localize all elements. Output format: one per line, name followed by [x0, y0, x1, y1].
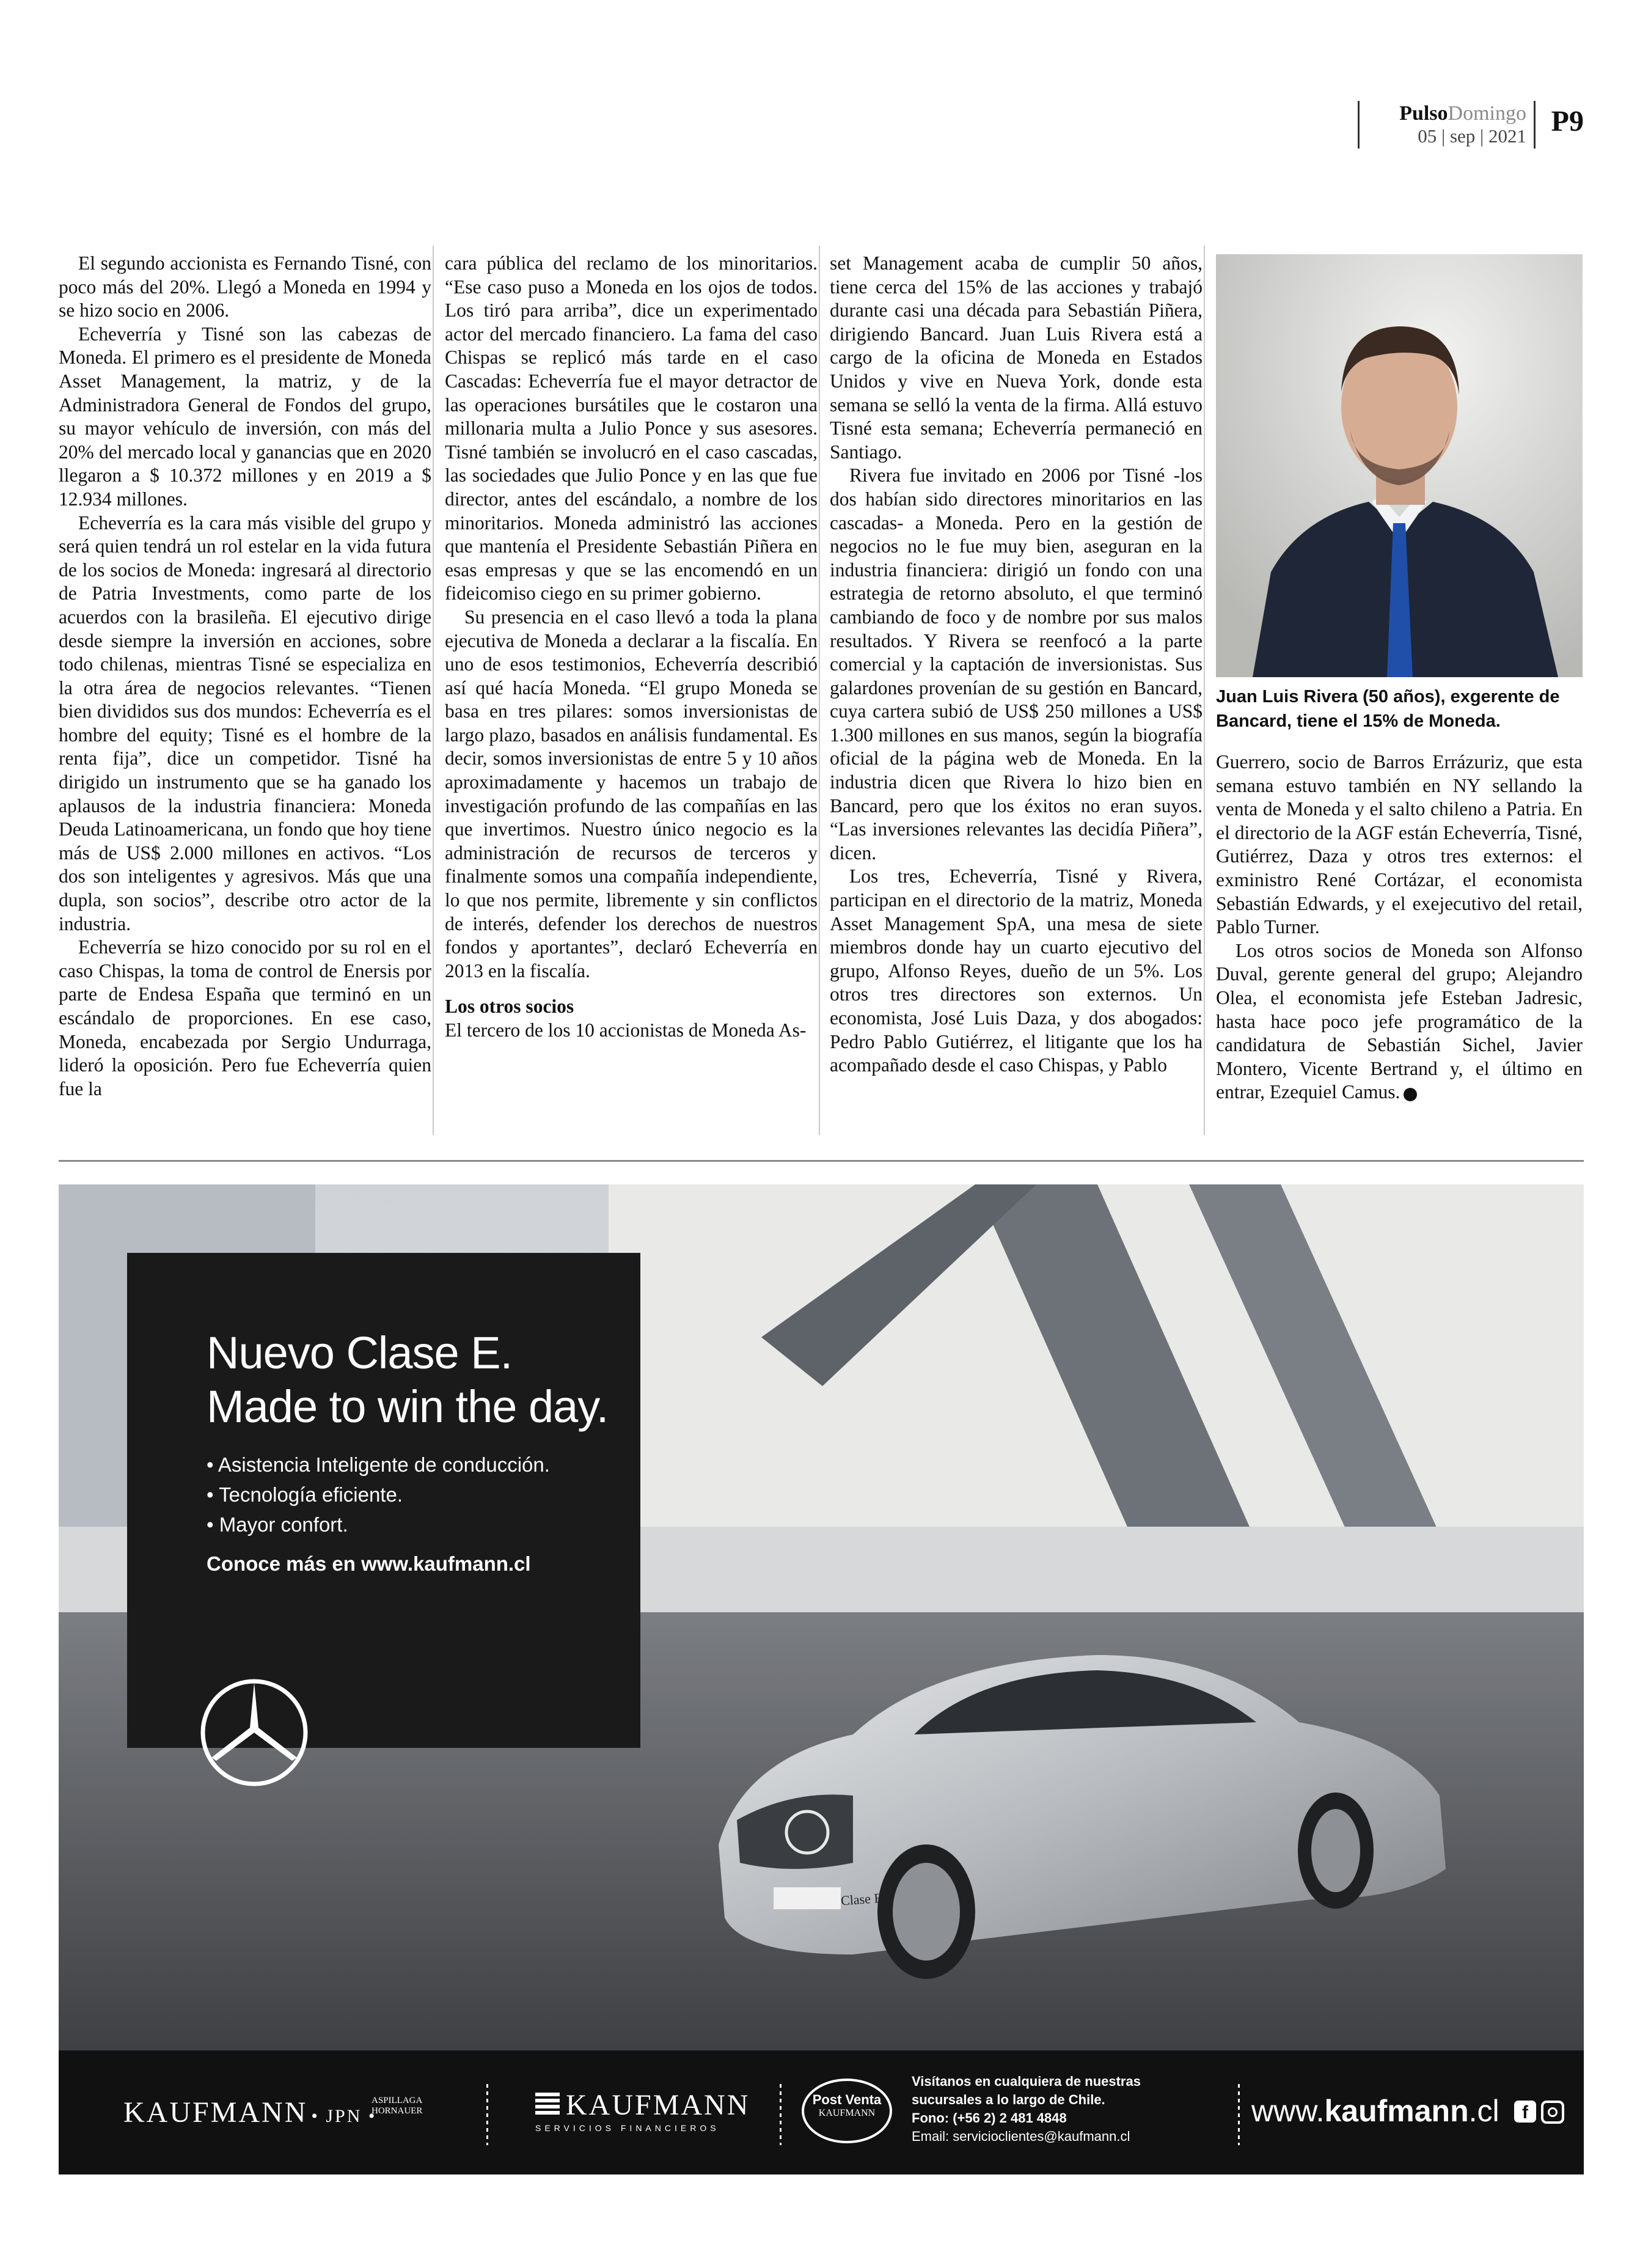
kaufmann-wordmark: KAUFMANN — [123, 2096, 308, 2129]
footer-divider — [1238, 2084, 1240, 2145]
contact-line: sucursales a lo largo de Chile. — [912, 2092, 1105, 2107]
kaufmann-financial-logo — [535, 2088, 750, 2133]
header-divider — [1358, 101, 1360, 149]
ad-cta-link[interactable]: Conoce más en www.kaufmann.cl — [207, 1552, 531, 1575]
article-column-3 — [830, 252, 1203, 1077]
hornauer-text: HORNAUER — [372, 2106, 423, 2116]
kaufmann-financial-wordmark: KAUFMANN — [566, 2089, 750, 2121]
footer-divider — [780, 2084, 782, 2145]
postventa-badge — [802, 2079, 892, 2143]
column-rule — [433, 246, 434, 1135]
website-link[interactable]: www.kaufmann.cl — [1251, 2094, 1499, 2128]
aspillaga-text: ASPILLAGA — [372, 2096, 423, 2105]
subheading: Los otros socios — [445, 996, 574, 1018]
section-brand — [1399, 102, 1526, 125]
article-column-1 — [59, 252, 431, 1101]
portrait-illustration — [1216, 254, 1583, 677]
article-column-4 — [1216, 750, 1583, 1104]
ad-feature-item: • Asistencia Inteligente de conducción. — [207, 1453, 550, 1476]
paragraph: set Management acaba de cumplir 50 años, tiene cerca del 15% de las acciones y trabajó durante casi una década para Sebastián Piñera, dirigiendo Bancard. Juan Luis Rivera está a cargo de la oficina de Moneda en Estados Unidos y vive en Nueva York, donde esta semana se selló la venta de la firma. Allá estuvo Tisné esta semana; Echeverría permaneció en Santiago. — [830, 252, 1203, 463]
paragraph: El tercero de los 10 accionistas de Moneda As- — [445, 1019, 807, 1041]
end-mark-icon: P — [1404, 1088, 1417, 1101]
brand-bold: Pulso — [1399, 102, 1448, 125]
brand-light: Domingo — [1448, 102, 1526, 125]
kaufmann-bars-icon — [535, 2093, 560, 2117]
ad-footer — [59, 2050, 1584, 2174]
jpn-mark: • JPN • — [311, 2106, 377, 2126]
ad-feature-item: • Tecnología eficiente. — [207, 1483, 403, 1506]
aspillaga-hornauer-logo — [372, 2096, 422, 2116]
facebook-icon[interactable]: f — [1514, 2101, 1536, 2123]
financial-services-text: SERVICIOS FINANCIEROS — [535, 2123, 720, 2133]
paragraph: Echeverría y Tisné son las cabezas de Moneda. El primero es el presidente de Moneda Asset Management, la matriz, y de la Administradora General de Fondos del grupo, su mayor vehículo de inversión, con más del 20% del mercado local y ganancias que en 2020 llegaron a $ 10.372 millones y en 2019 a $ 12.934 millones. — [59, 323, 431, 510]
advertisement — [59, 1184, 1584, 2050]
paragraph: Rivera fue invitado en 2006 por Tisné -los dos habían sido directores minoritarios en las cascadas- a Moneda. Pero en la gestión de negocios no le fue muy bien, aseguran en la industria financiera: dirigió un fondo con una estrategia de retorno absoluto, el que terminó cambiando de foco y de nombre por sus malos resultados. Y Rivera se reenfocó a la parte comercial y la captación de inversionistas. Sus galardones provenían de su gestión en Bancard, cuya cartera subió de US$ 250 millones a US$ 1.300 millones en sus manos, según la biografía oficial de la página web de Moneda. En la industria dicen que Rivera lo hizo bien en Bancard, pero que los éxitos no eran suyos. “Las inversiones relevantes las decidía Piñera”, dicen. — [830, 464, 1203, 864]
contact-phone: Fono: (+56 2) 2 481 4848 — [912, 2110, 1067, 2126]
paragraph — [1216, 939, 1583, 1104]
instagram-icon[interactable] — [1541, 2101, 1564, 2124]
section-divider — [59, 1160, 1584, 1162]
paragraph: Guerrero, socio de Barros Errázuriz, que esta semana estuvo también en NY sellando la venta de Moneda y el salto chileno a Patria. En el directorio de la AGF están Echeverría, Tisné, Gutiérrez, Daza y otros tres externos: el exministro René Cortázar, el economista Sebastián Edwards, y el exejecutivo del retail, Pablo Turner. — [1216, 751, 1583, 938]
paragraph-text: Los otros socios de Moneda son Alfonso Duval, gerente general del grupo; Alejandro Olea, el economista jefe Esteban Jadresic, hasta hace poco jefe programático de la candidatura de Sebastián Sichel, Javier Montero, Vicente Bertrand y, el último en entrar, Ezequiel Camus. — [1216, 939, 1583, 1103]
ad-feature-list — [207, 1450, 550, 1540]
contact-info — [912, 2072, 1141, 2146]
ad-headline-line-2: Made to win the day. — [207, 1381, 609, 1432]
photo-caption: Juan Luis Rivera (50 años), exgerente de Bancard, tiene el 15% de Moneda. — [1216, 687, 1560, 731]
ad-feature-item: • Mayor confort. — [207, 1513, 348, 1536]
portrait-photo — [1216, 254, 1583, 677]
paragraph: Echeverría es la cara más visible del grupo y será quien tendrá un rol estelar en la vida futura de los socios de Moneda: ingresará al directorio de Patria Investments, como parte de los acuerdos con la brasileña. El ejecutivo dirige desde siempre la inversión en acciones, sobre todo chilenas, mientras Tisné se especializa en la otra área de negocios relevantes. “Tienen bien divididos sus dos mundos: Echeverría es el hombre del equity; Tisné es el hombre de la renta fija”, dice un competidor. Tisné ha dirigido un instrumento que se ha ganado los aplausos de la industria financiera: Moneda Deuda Latinoamericana, un fondo que hoy tiene más de US$ 2.000 millones en activos. “Los dos son inteligentes y agresivos. Más que una dupla, son socios”, describe otro actor de la industria. — [59, 512, 431, 934]
paragraph: Los tres, Echeverría, Tisné y Rivera, participan en el directorio de la matriz, Moneda Asset Management SpA, una mesa de siete miembros donde hay un cuarto ejecutivo del grupo, Alfonso Reyes, dueño de un 5%. Los otros tres directores son externos. Un economista, José Luis Daza, y dos abogados: Pedro Pablo Gutiérrez, el litigante que los ha acompañado desde el caso Chispas, y Pablo — [830, 865, 1203, 1076]
footer-divider — [486, 2084, 488, 2145]
article-column-2 — [445, 252, 818, 1043]
ad-headline — [207, 1326, 608, 1434]
column-rule — [1204, 246, 1205, 1135]
paragraph: El segundo accionista es Fernando Tisné, con poco más del 20%. Llegó a Moneda en 1994 y se hizo socio en 2006. — [59, 252, 431, 321]
page-number: P9 — [1551, 105, 1584, 138]
issue-date: 05 | sep | 2021 — [1418, 125, 1526, 147]
contact-line: Visítanos en cualquiera de nuestras — [912, 2074, 1141, 2089]
ad-copy-panel — [127, 1253, 640, 1748]
postventa-text: Post Venta — [812, 2092, 882, 2107]
contact-email: Email: servicioclientes@kaufmann.cl — [912, 2129, 1130, 2144]
kaufmann-logo — [123, 2096, 376, 2129]
paragraph: cara pública del reclamo de los minoritarios. “Ese caso puso a Moneda en los ojos de todos. Los tiró para arriba”, dice un experimentado actor del mercado financiero. La fama del caso Chispas se replicó más tarde en el caso Cascadas: Echeverría fue el mayor detractor de las operaciones bursátiles que le costaron una millonaria multa a Julio Ponce y sus asesores. Tisné también se involucró en el caso cascadas, las sociedades que Julio Ponce y en las que fue director, antes del escándalo, a nombre de los minoritarios. Moneda administró las acciones que mantenía el Presidente Sebastián Piñera en esas empresas y que se las encomendó en un fideicomiso ciego en su primer gobierno. — [445, 252, 818, 604]
license-plate: Clase E — [840, 1890, 883, 1909]
page-header — [1358, 101, 1584, 149]
ad-headline-line-1: Nuevo Clase E. — [207, 1327, 513, 1378]
header-divider-2 — [1534, 101, 1536, 149]
column-rule — [819, 246, 820, 1135]
postventa-brand: KAUFMANN — [818, 2108, 876, 2118]
paragraph: Echeverría se hizo conocido por su rol en el caso Chispas, la toma de control de Enersis por parte de Endesa España que terminó en un escándalo de proporciones. En ese caso, Moneda, encabezada por Sergio Undurraga, lideró la oposición. Pero fue Echeverría quien fue la — [59, 936, 431, 1099]
paragraph: Su presencia en el caso llevó a toda la plana ejecutiva de Moneda a declarar a la fiscalía. En uno de esos testimonios, Echeverría describió así qué hacía Moneda. “El grupo Moneda se basa en tres pilares: somos inversionistas de largo plazo, basados en análisis fundamental. Es decir, somos inversionistas de entre 5 y 10 años aproximadamente y hacemos un trabajo de investigación profundo de las compañías en las que invertimos. Nuestro único negocio es la administración de recursos de terceros y finalmente somos una compañía independiente, lo que nos permite, libremente y sin conflictos de interés, defender los derechos de nuestros fondos y aportantes”, declaró Echeverría en 2013 en la fiscalía. — [445, 606, 818, 982]
mercedes-star-icon — [199, 1678, 309, 1788]
